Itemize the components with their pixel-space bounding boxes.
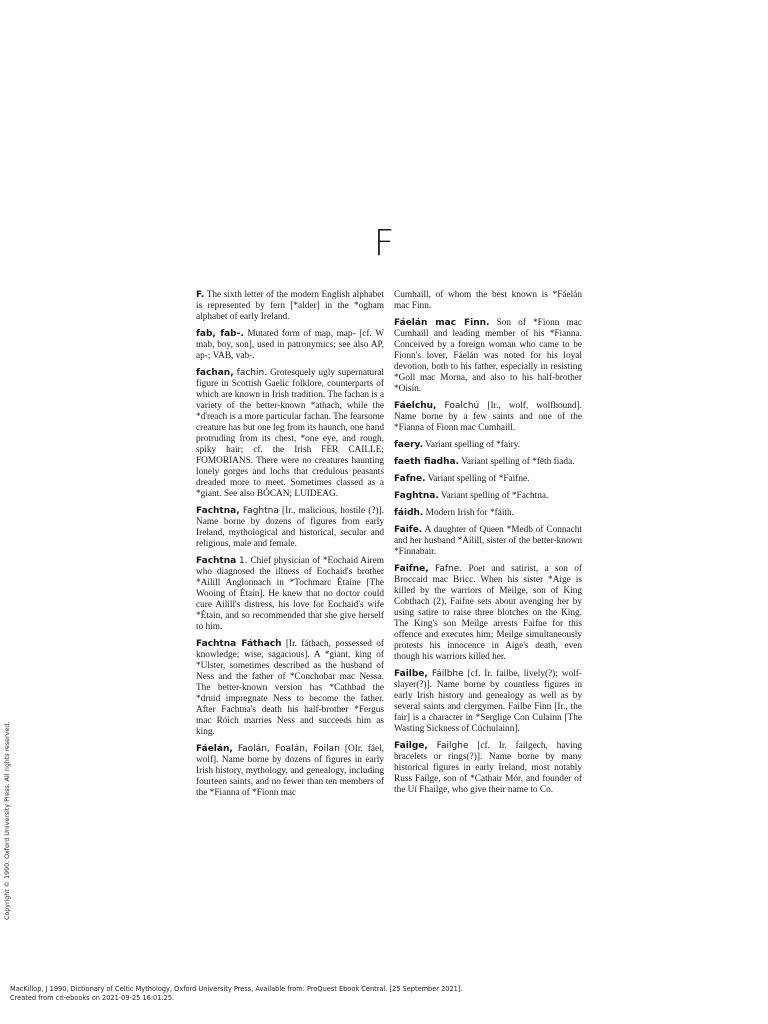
entry (196, 290, 384, 323)
headword: fáidh. (394, 508, 424, 518)
entry-body: A daughter of Queen *Medb of Connacht and her husband *Ailill, sister of the better-known *Finnabair. (394, 525, 582, 557)
headword: Fafne. (394, 474, 426, 484)
headword-variant: Faghtna (242, 506, 279, 516)
headword-variant: Foalchú (444, 401, 480, 411)
entry-body: Variant spelling of *Fachtna. (440, 491, 549, 501)
entry-body: Variant spelling of *fēth fiada. (461, 457, 575, 467)
entry (196, 744, 384, 799)
entry (394, 741, 582, 796)
headword: Fachtna Fáthach (196, 639, 282, 649)
left-column (196, 290, 384, 805)
entry-body: [Ir., wolf, wolfhound]. Name borne by a few saints and one of the *Fianna of Fionn mac Cumhaill. (394, 401, 582, 433)
headword-variant: fachin. (236, 368, 268, 378)
headword: F. (196, 290, 205, 300)
entry-body: [Ir. fáthach, possessed of knowledge; wise, sagacious]. A *giant, king of *Ulster, sometimes described as the husband of Ness and the father of *Conchobar mac Nessa. The better-known version has *Cathbad the *druid impregnate Ness to become the father. After Fachtna's death his half-brother *Fergus mac Róich marries Ness and succeeds him as king. (196, 639, 384, 737)
entry (394, 491, 582, 502)
headword-variant: Failghe (436, 741, 469, 751)
headword-variant: Fáilbhe (431, 669, 464, 679)
entry (394, 318, 582, 395)
entry-body: Variant spelling of *Faifne. (427, 474, 530, 484)
entry (394, 474, 582, 485)
entry (394, 290, 582, 312)
entry (394, 508, 582, 519)
headword: Failbe, (394, 669, 428, 679)
entry (196, 556, 384, 633)
citation-line: MacKillop, J 1990, Dictionary of Celtic Mythology, Oxford University Press, Available from: ProQuest Ebook Central. [25 September 2021]. (10, 985, 463, 993)
entry (196, 506, 384, 550)
headword: Fáelán mac Finn. (394, 318, 490, 328)
entry-body: [cf. Ir. failbe, lively(?); wolf-slayer(?)]. Name borne by countless figures in early Irish history and genealogy as well as by several saints and clergymen. Failbe Finn [Ir., the fair] is a character in *Serglige Con Culainn [The Wasting Sickness of Cúchulainn]. (394, 669, 582, 734)
entry-body: Cumhaill, of whom the best known is *Fáelán mac Finn. (394, 290, 582, 311)
entry-body: Chief physician of *Eochaid Airem who diagnosed the illness of Eochaid's brother *Ailill Anglonnach in *Tochmarc Étaíne [The Wooing of Étaín]. He knew that no doctor could cure Ailill's distress, his love for Eochaid's wife *Étain, and so recommended that she give herself to him. (196, 556, 385, 632)
entry-body: [cf. Ir. failgech, having bracelets or rings(?)]. Name borne by many historical figures in early Ireland, most notably Russ Failge, son of *Cathair Mór, and founder of the Uí Fhailge, who give their name to Co. (394, 741, 583, 795)
entry-body: Variant spelling of *fairy. (425, 440, 521, 450)
entry (394, 457, 582, 468)
headword-variant: Faolán, Foalán, Foilan (237, 744, 340, 754)
entry-body: Mutated form of map, map- [cf. W mab, boy, son], used in patronymics; see also AP, ap-; VAB, vab-. (196, 329, 384, 361)
entry-body: Poet and satirist, a son of Broccaid mac Bricc. When his sister *Aige is killed by the warriors of Meilge, son of King Cobthach (2), Faifne sets about avenging her by using satire to raise three blotches on the King. The King's son Meilge arrests Faifne for this offence and executes him; Meilge simultaneously protests his innocence in Aige's death, even though his warriors killed her. (394, 564, 582, 662)
headword-variant: 1. (239, 556, 248, 566)
citation-footer (10, 985, 463, 1003)
headword: faery. (394, 440, 423, 450)
headword: faeth fiadha. (394, 457, 460, 467)
entry (196, 639, 384, 738)
headword-variant: Fafne. (434, 564, 463, 574)
entry-body: Grotesquely ugly supernatural figure in Scottish Gaelic folklore, counterparts of which are known in Irish tradition. The fachan is a variety of the better-known *athach, while the *d'reach is a more particular fachan. The fearsome creature has but one leg from its haunch, one hand protruding from its chest, *one eye, and rough, spiky hair; cf. the Irish FER CAILLE; FOMORIANS. There were no creatures haunting lonely gorges and lochs that credulous peasants dreaded more to meet. Sometimes classed as a *giant. See also BÓCAN; LUIDEAG. (196, 368, 385, 499)
headword: fab, fab-. (196, 329, 244, 339)
entry-body: Son of *Fionn mac Cumhaill and leading member of his *Fianna. Conceived by a foreign woman who came to be Fionn's lover, Fáelán was noted for his loyal devotion, both to his father, especially in resisting *Goll mac Morna, and also to his half-brother *Oisín. (394, 318, 582, 394)
headword: Fachtna (196, 556, 237, 566)
headword: Fachtna, (196, 506, 240, 516)
entry-body: Modern Irish for *fáith. (425, 508, 514, 518)
headword: Faifne, (394, 564, 429, 574)
right-column (394, 290, 582, 802)
entry (394, 401, 582, 434)
entry-body: [OIr. fáel, wolf]. Name borne by dozens of figures in early Irish history, mythology, and genealogy, including fourteen saints, and no fewer than ten members of the *Fianna of *Fionn mac (196, 744, 384, 798)
headword: fachan, (196, 368, 234, 378)
entry (394, 564, 582, 663)
entry-body: [Ir., malicious, hostile (?)]. Name borne by dozens of figures from early Ireland, mythological and historical, secular and religious, male and female. (196, 506, 385, 549)
entry (196, 368, 384, 500)
headword: Fáelán, (196, 744, 233, 754)
section-letter: F (373, 223, 395, 264)
created-line: Created from cit-ebooks on 2021-09-25 16:01:25. (10, 994, 175, 1002)
headword: Faghtna. (394, 491, 439, 501)
headword: Fáelchu, (394, 401, 437, 411)
copyright-sidebar: Copyright © 1990. Oxford University Press. All rights reserved. (4, 721, 11, 920)
entry-body: The sixth letter of the modern English alphabet is represented by fern [*alder] in the *ogham alphabet of early Ireland. (196, 290, 385, 322)
headword: Faife. (394, 525, 423, 535)
entry (394, 669, 582, 735)
headword: Failge, (394, 741, 428, 751)
entry (196, 329, 384, 362)
entry (394, 440, 582, 451)
entry (394, 525, 582, 558)
